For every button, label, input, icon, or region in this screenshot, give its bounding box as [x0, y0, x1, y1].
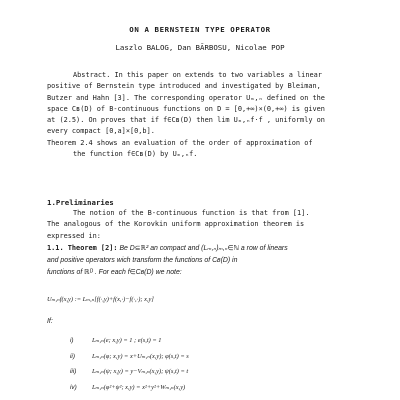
abstract-line: space Cʙ(D) of B-continuous functions on D = [0,+∞)×(0,+∞) is given	[47, 104, 325, 113]
section-heading: 1.Preliminaries	[47, 198, 114, 207]
abstract-line: Theorem 2.4 shows an evaluation of the order of approximation of	[47, 138, 313, 147]
theorem-block	[47, 242, 387, 279]
condition-number: iii)	[70, 368, 77, 375]
condition-text: Lₘ,ₙ(φ²+ψ²; x,y) = x²+y²+Wₘ,ₙ(x,y)	[92, 384, 186, 391]
condition-text: Lₘ,ₙ(e; x,y) = 1 ; e(s,t) = 1	[92, 337, 162, 344]
section-body	[47, 208, 377, 242]
theorem-label: 1.1. Theorem [2]:	[47, 244, 118, 252]
theorem-line: and positive operators wich transform the functions of Cʙ(D) in	[47, 257, 238, 264]
section-line: expressed in:	[47, 231, 101, 240]
condition-text: Lₘ,ₙ(φ; x,y) = x+Uₘ,ₙ(x,y); φ(s,t) = s	[92, 353, 189, 360]
condition-item	[70, 383, 185, 391]
abstract-line: at (2.5). On proves that if f∈Cʙ(D) then lim Uₘ,ₙf·f , uniformly on	[47, 116, 325, 125]
abstract-block	[47, 70, 377, 160]
condition-text: Lₘ,ₙ(ψ; x,y) = y−Vₘ,ₙ(x,y); ψ(s,t) = t	[92, 368, 189, 375]
paper-authors: Laszlo BALOG, Dan BĂRBOSU, Nicolae POP	[115, 43, 285, 52]
paper-title: ON A BERNSTEIN TYPE OPERATOR	[129, 25, 271, 34]
condition-item	[70, 367, 188, 375]
if-label: If:	[47, 318, 53, 325]
section-line: The notion of the B-continuous function is that from [1].	[73, 209, 310, 217]
abstract-line: Abstract. In this paper on extends to two variables a linear	[73, 71, 322, 79]
theorem-line: functions of ℝᴰ . For each f∈Cʙ(D) we note:	[47, 269, 182, 276]
condition-item	[70, 352, 189, 360]
abstract-line: every compact [0,a]×[0,b].	[47, 127, 155, 136]
theorem-line: Be D⊆ℝ² an compact and (Lₘ,ₙ)ₘ,ₙ∈ℕ a row of linears	[117, 245, 288, 252]
condition-number: iv)	[70, 384, 77, 391]
condition-item	[70, 336, 161, 344]
condition-number: i)	[70, 337, 74, 344]
abstract-line: Butzer and Hahn [3]. The corresponding operator Uₘ,ₙ defined on the	[47, 93, 325, 102]
condition-number: ii)	[70, 353, 75, 360]
abstract-line: the function f∈Cʙ(D) by Uₘ,ₙf.	[73, 150, 198, 159]
abstract-line: positive of Bernstein type introduced and investigated by Bleiman,	[47, 82, 321, 91]
section-line: The analogous of the Korovkin uniform approximation theorem is	[47, 220, 305, 229]
operator-formula: Uₘ,ₙf(x,y) := Lₘ,ₙ[f(·,y)+f(x,·)−f(·,·); x,y]	[47, 296, 154, 303]
